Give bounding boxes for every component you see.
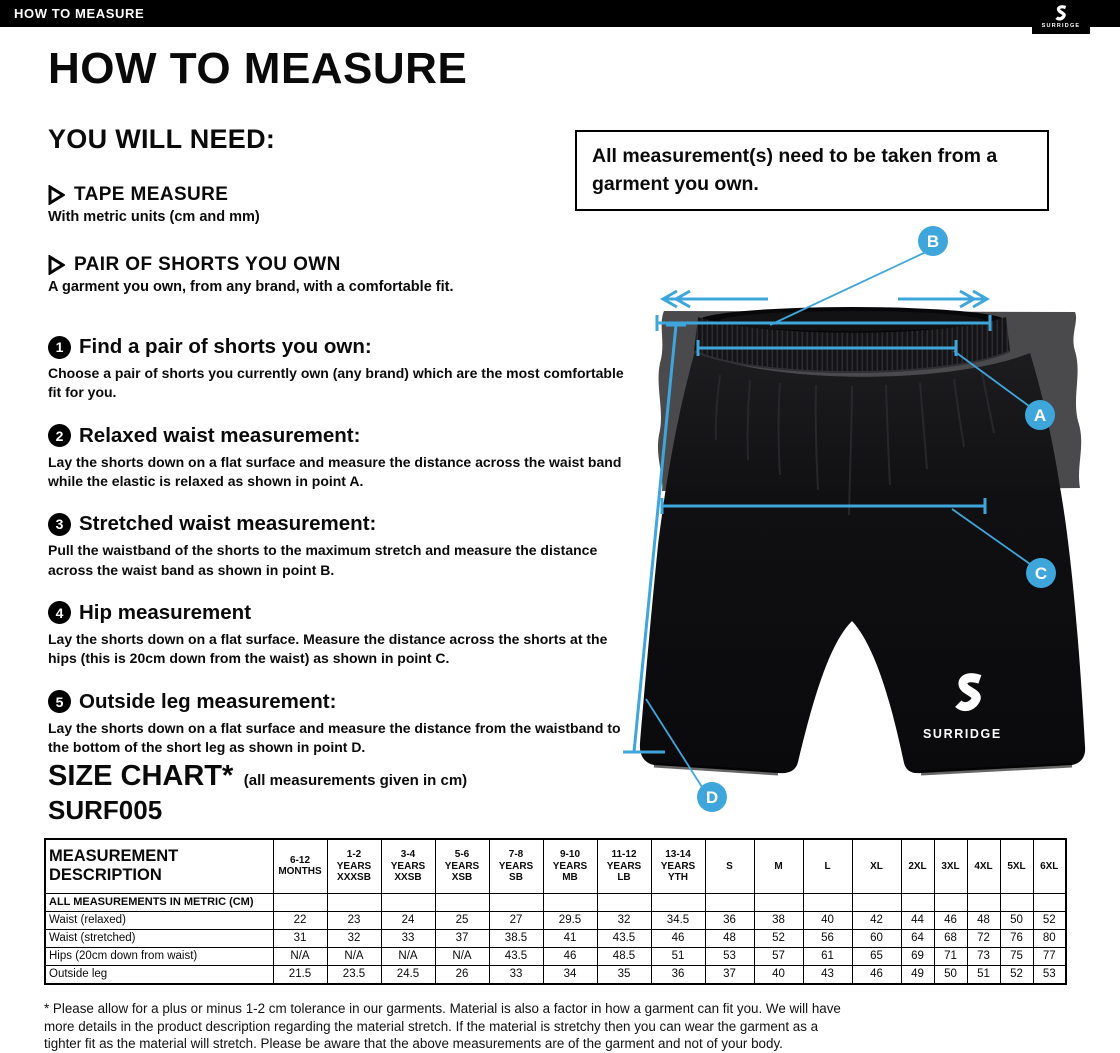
column-header-size: 3XL [934,839,967,893]
value-cell: N/A [273,947,327,965]
product-code: SURF005 [48,795,163,825]
need-item-title: PAIR OF SHORTS YOU OWN [74,254,341,275]
svg-text:D: D [705,788,719,807]
column-header-size: 11-12 YEARS LB [597,839,651,893]
empty-cell [1000,893,1033,911]
empty-cell [901,893,934,911]
step-number-badge: 4 [48,601,71,624]
point-a [1025,400,1055,430]
value-cell: 24.5 [381,965,435,984]
need-item-description: With metric units (cm and mm) [48,209,260,225]
value-cell: 24 [381,911,435,929]
value-cell: 25 [435,911,489,929]
step-3 [48,512,630,580]
you-will-need-heading: YOU WILL NEED: [48,124,276,154]
value-cell: 77 [1033,947,1066,965]
value-cell: 52 [754,929,803,947]
step-2 [48,424,630,492]
step-body: Lay the shorts down on a flat surface. Measure the distance across the shorts at the hips (this is 20cm down from the waist) as shown in point C. [48,630,608,667]
empty-cell [435,893,489,911]
step-title: Stretched waist measurement: [79,512,377,536]
top-bar [0,0,1120,27]
step-title: Hip measurement [79,600,252,624]
garment-logo-text: SURRIDGE [923,727,1002,741]
step-number-badge: 1 [48,336,71,359]
top-bar-title: HOW TO MEASURE [14,6,145,21]
step-number-badge: 5 [48,690,71,713]
value-cell: 34 [543,965,597,984]
value-cell: 52 [1000,965,1033,984]
value-cell: 52 [1033,911,1066,929]
table-row [45,965,1066,984]
point-d [697,782,727,812]
column-header-size: 9-10 YEARS MB [543,839,597,893]
empty-cell [754,893,803,911]
footnote-line: * Please allow for a plus or minus 1-2 cm tolerance in our garments. Material is also a factor in how a garment can fit you. We will have [44,1001,841,1016]
step-number-badge: 3 [48,513,71,536]
column-header-size: XL [852,839,901,893]
value-cell: 68 [934,929,967,947]
shorts-photo [640,307,1085,773]
value-cell: 73 [967,947,1000,965]
measurement-notice-box: All measurement(s) need to be taken from a garment you own. [575,130,1049,211]
triangle-bullet-icon [48,185,65,205]
value-cell: 43 [803,965,852,984]
empty-cell [381,893,435,911]
table-header-row [45,839,1066,893]
value-cell: 38 [754,911,803,929]
footnote-line: tighter fit as the material will stretch. Please be aware that the above measurements are of the garment and not of your body. [44,1036,783,1052]
value-cell: 48 [967,911,1000,929]
surridge-s-icon [1054,5,1069,22]
value-cell: 71 [934,947,967,965]
table-row [45,929,1066,947]
value-cell: 65 [852,947,901,965]
column-header-size: 6XL [1033,839,1066,893]
value-cell: 37 [435,929,489,947]
step-title: Outside leg measurement: [79,689,337,713]
value-cell: 33 [381,929,435,947]
empty-cell [803,893,852,911]
step-title: Find a pair of shorts you own: [79,335,372,358]
page-title: HOW TO MEASURE [48,44,468,93]
empty-cell [934,893,967,911]
size-chart-title: SIZE CHART* [48,760,234,792]
svg-text:A: A [1033,406,1047,425]
column-header-description: MEASUREMENT DESCRIPTION [45,839,273,893]
value-cell: 23.5 [327,965,381,984]
empty-cell [967,893,1000,911]
value-cell: 21.5 [273,965,327,984]
value-cell: N/A [435,947,489,965]
value-cell: 32 [327,929,381,947]
value-cell: 50 [934,965,967,984]
metric-note-label: ALL MEASUREMENTS IN METRIC (CM) [45,893,273,911]
value-cell: 43.5 [489,947,543,965]
column-header-size: 7-8 YEARS SB [489,839,543,893]
empty-cell [1033,893,1066,911]
step-number-badge: 2 [48,424,71,447]
step-body: Lay the shorts down on a flat surface and measure the distance across the waist band while the elastic is relaxed as shown in point A. [48,453,622,489]
footnote [44,1000,1106,1053]
value-cell: 48 [705,929,754,947]
column-header-size: 13-14 YEARS YTH [651,839,705,893]
instructions-column [48,124,630,757]
empty-cell [852,893,901,911]
value-cell: 36 [651,965,705,984]
value-cell: 60 [852,929,901,947]
row-label: Waist (stretched) [45,929,273,947]
value-cell: 51 [651,947,705,965]
step-body: Choose a pair of shorts you currently own (any brand) which are the most comfortable fit for you. [48,365,624,401]
surridge-logo [1032,0,1090,34]
value-cell: 72 [967,929,1000,947]
step-5 [48,690,630,758]
value-cell: 43.5 [597,929,651,947]
value-cell: 26 [435,965,489,984]
step-1 [48,335,630,403]
row-label: Hips (20cm down from waist) [45,947,273,965]
value-cell: 44 [901,911,934,929]
surridge-logo-text: SURRIDGE [1041,23,1081,29]
step-body: Pull the waistband of the shorts to the maximum stretch and measure the distance across the waist band as shown in point B. [48,542,598,578]
column-header-size: 6-12 MONTHS [273,839,327,893]
value-cell: 51 [967,965,1000,984]
need-item-title: TAPE MEASURE [74,184,229,205]
size-chart-subtitle: (all measurements given in cm) [243,772,468,789]
value-cell: 31 [273,929,327,947]
svg-text:C: C [1034,564,1048,583]
column-header-size: 1-2 YEARS XXXSB [327,839,381,893]
row-label: Outside leg [45,965,273,984]
value-cell: 40 [754,965,803,984]
value-cell: 76 [1000,929,1033,947]
column-header-size: 5-6 YEARS XSB [435,839,489,893]
svg-text:B: B [926,232,940,251]
step-body: Lay the shorts down on a flat surface and measure the distance from the waistband to the bottom of the short leg as shown in point D. [48,719,621,755]
column-header-size: M [754,839,803,893]
value-cell: 64 [901,929,934,947]
value-cell: 38.5 [489,929,543,947]
value-cell: 32 [597,911,651,929]
value-cell: 75 [1000,947,1033,965]
point-c [1026,558,1056,588]
value-cell: 33 [489,965,543,984]
value-cell: 57 [754,947,803,965]
steps-list [48,335,630,757]
column-header-size: 4XL [967,839,1000,893]
value-cell: 80 [1033,929,1066,947]
value-cell: N/A [327,947,381,965]
value-cell: 48.5 [597,947,651,965]
need-item-description: A garment you own, from any brand, with a comfortable fit. [48,279,454,295]
column-header-size: 2XL [901,839,934,893]
value-cell: 27 [489,911,543,929]
value-cell: 56 [803,929,852,947]
shorts-measurement-diagram [620,225,1120,825]
value-cell: 42 [852,911,901,929]
column-header-size: 5XL [1000,839,1033,893]
value-cell: 46 [651,929,705,947]
table-row [45,947,1066,965]
value-cell: 29.5 [543,911,597,929]
triangle-bullet-icon [48,255,65,275]
size-chart-header [48,760,467,826]
value-cell: 69 [901,947,934,965]
value-cell: 22 [273,911,327,929]
footnote-line: more details in the product description regarding the material stretch. If the material is stretchy then you can wear the garment as a [44,1018,819,1034]
empty-cell [543,893,597,911]
empty-cell [273,893,327,911]
value-cell: 40 [803,911,852,929]
value-cell: 50 [1000,911,1033,929]
point-b [918,226,948,256]
value-cell: N/A [381,947,435,965]
column-header-size: 3-4 YEARS XXSB [381,839,435,893]
value-cell: 35 [597,965,651,984]
value-cell: 34.5 [651,911,705,929]
empty-cell [651,893,705,911]
empty-cell [327,893,381,911]
row-label: Waist (relaxed) [45,911,273,929]
need-item-tape-measure [48,184,630,225]
value-cell: 49 [901,965,934,984]
value-cell: 46 [852,965,901,984]
column-header-size: L [803,839,852,893]
column-header-size: S [705,839,754,893]
table-row [45,911,1066,929]
metric-note-row [45,893,1066,911]
value-cell: 53 [705,947,754,965]
value-cell: 41 [543,929,597,947]
size-chart-table [44,838,1067,985]
value-cell: 53 [1033,965,1066,984]
value-cell: 46 [543,947,597,965]
value-cell: 36 [705,911,754,929]
empty-cell [705,893,754,911]
value-cell: 46 [934,911,967,929]
empty-cell [597,893,651,911]
step-title: Relaxed waist measurement: [79,423,361,447]
value-cell: 61 [803,947,852,965]
empty-cell [489,893,543,911]
step-4 [48,601,630,669]
value-cell: 37 [705,965,754,984]
value-cell: 23 [327,911,381,929]
need-item-shorts [48,254,630,295]
